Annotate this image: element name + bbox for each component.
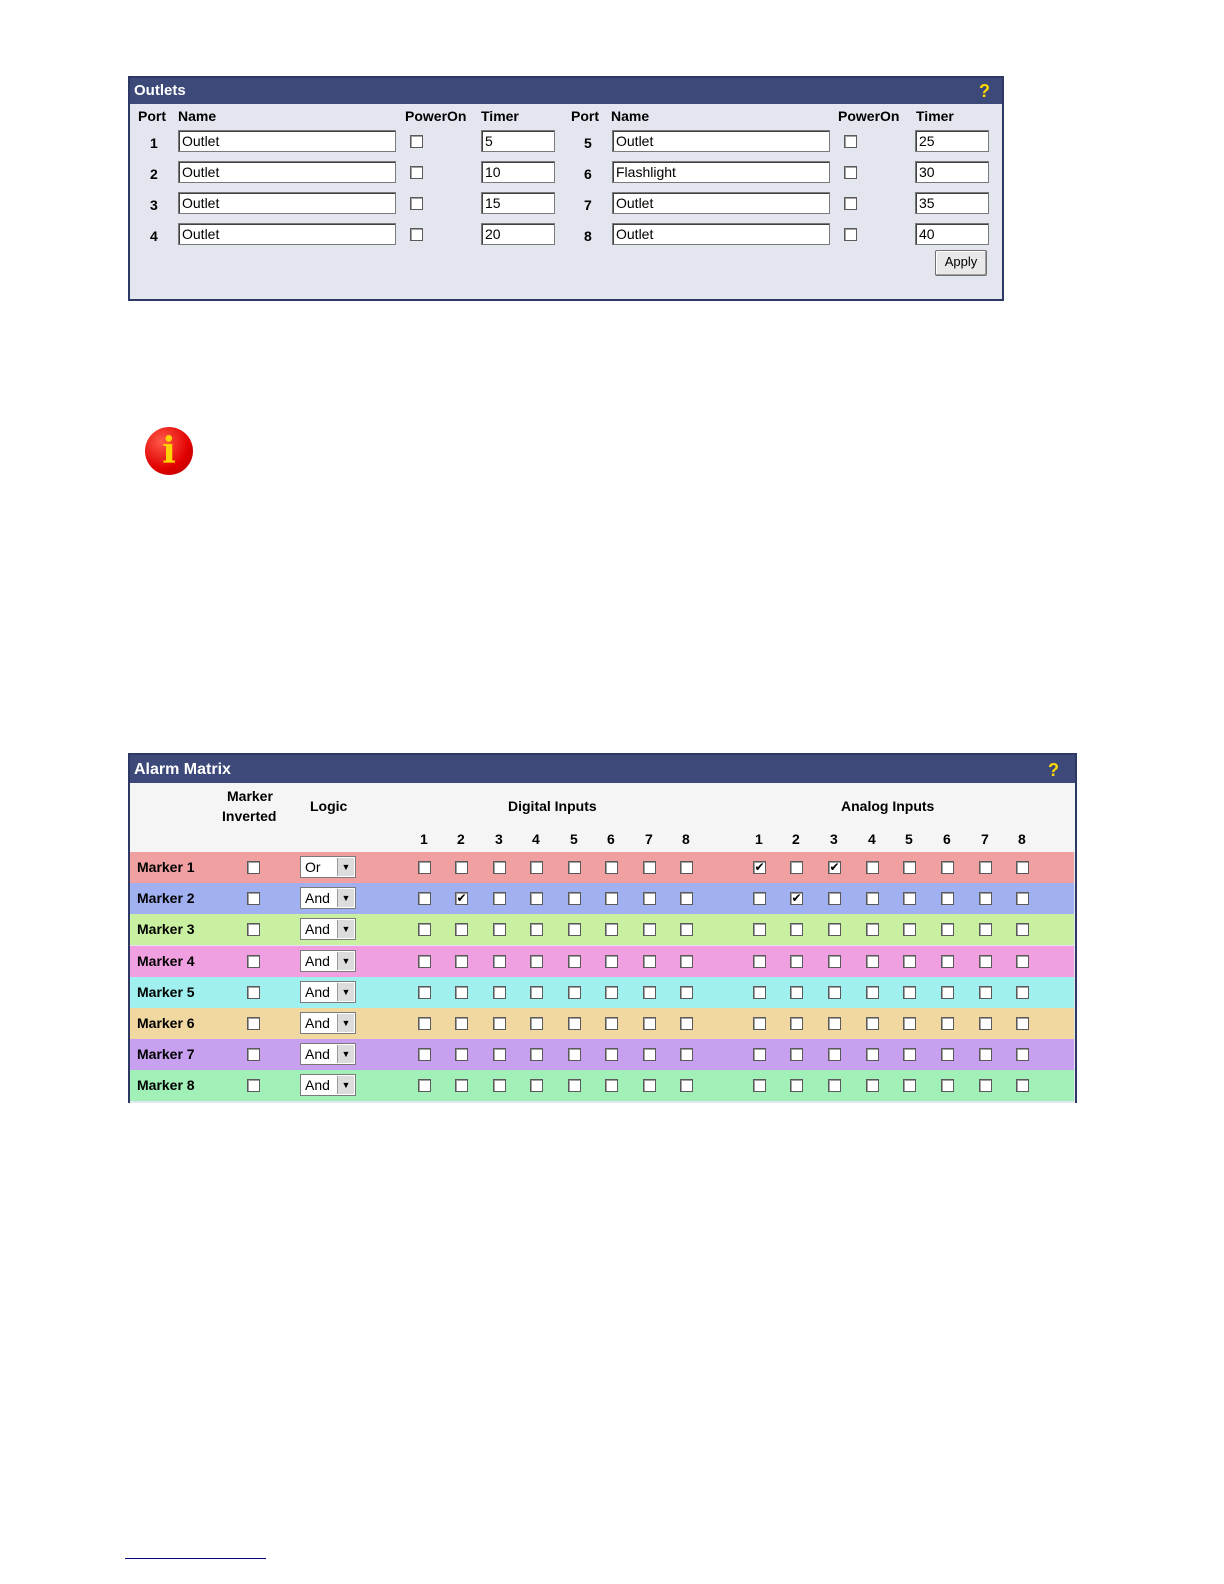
analog-input-checkbox[interactable] bbox=[866, 892, 879, 905]
analog-input-checkbox[interactable] bbox=[941, 861, 954, 874]
analog-input-checkbox[interactable] bbox=[1016, 1048, 1029, 1061]
digital-input-checkbox[interactable] bbox=[418, 986, 431, 999]
outlet-port-number: 8 bbox=[584, 228, 592, 244]
digital-input-checkbox[interactable] bbox=[493, 1079, 506, 1092]
analog-input-checkbox[interactable] bbox=[1016, 955, 1029, 968]
digital-input-number: 8 bbox=[682, 831, 690, 847]
analog-input-checkbox[interactable] bbox=[1016, 861, 1029, 874]
digital-input-checkbox[interactable] bbox=[455, 1048, 468, 1061]
marker-row bbox=[130, 946, 1074, 977]
chevron-down-icon[interactable]: ▼ bbox=[337, 1014, 354, 1032]
chevron-down-icon[interactable]: ▼ bbox=[337, 983, 354, 1001]
outlet-port-number: 5 bbox=[584, 135, 592, 151]
marker-inverted-checkbox[interactable] bbox=[247, 1079, 260, 1092]
outlet-poweron-checkbox[interactable] bbox=[844, 135, 857, 148]
digital-input-checkbox[interactable] bbox=[568, 1079, 581, 1092]
digital-input-checkbox[interactable] bbox=[680, 1017, 693, 1030]
logic-select[interactable] bbox=[300, 856, 356, 878]
outlet-poweron-checkbox[interactable] bbox=[410, 166, 423, 179]
digital-input-checkbox[interactable] bbox=[455, 861, 468, 874]
analog-input-number: 6 bbox=[943, 831, 951, 847]
digital-input-checkbox[interactable] bbox=[605, 892, 618, 905]
outlet-name-input[interactable]: Outlet bbox=[612, 130, 830, 152]
analog-input-checkbox[interactable] bbox=[979, 892, 992, 905]
outlet-timer-input[interactable]: 20 bbox=[481, 223, 555, 245]
digital-input-checkbox[interactable] bbox=[605, 923, 618, 936]
marker-inverted-checkbox[interactable] bbox=[247, 955, 260, 968]
digital-input-checkbox[interactable] bbox=[530, 892, 543, 905]
outlet-poweron-checkbox[interactable] bbox=[410, 135, 423, 148]
digital-input-checkbox[interactable] bbox=[493, 861, 506, 874]
digital-input-checkbox[interactable] bbox=[493, 1048, 506, 1061]
footnote-separator bbox=[125, 1558, 266, 1559]
logic-select[interactable] bbox=[300, 918, 356, 940]
info-glyph: i bbox=[162, 430, 176, 472]
analog-input-checkbox[interactable] bbox=[790, 1017, 803, 1030]
digital-input-checkbox[interactable] bbox=[418, 1079, 431, 1092]
marker-row bbox=[130, 1070, 1074, 1101]
chevron-down-icon[interactable]: ▼ bbox=[337, 952, 354, 970]
analog-input-checkbox[interactable] bbox=[753, 1048, 766, 1061]
marker-inverted-checkbox[interactable] bbox=[247, 986, 260, 999]
chevron-down-icon[interactable]: ▼ bbox=[337, 889, 354, 907]
digital-input-checkbox[interactable] bbox=[568, 986, 581, 999]
digital-input-checkbox[interactable] bbox=[680, 986, 693, 999]
analog-input-checkbox[interactable] bbox=[753, 1079, 766, 1092]
analog-input-checkbox[interactable] bbox=[790, 923, 803, 936]
digital-input-number: 6 bbox=[607, 831, 615, 847]
digital-input-checkbox[interactable] bbox=[680, 923, 693, 936]
outlet-name-input[interactable]: Outlet bbox=[612, 192, 830, 214]
digital-input-checkbox[interactable] bbox=[530, 1079, 543, 1092]
analog-input-checkbox[interactable] bbox=[903, 892, 916, 905]
analog-input-checkbox[interactable] bbox=[1016, 986, 1029, 999]
header-port-left: Port bbox=[138, 108, 166, 124]
analog-input-checkbox[interactable] bbox=[828, 955, 841, 968]
marker-row bbox=[130, 977, 1074, 1008]
header-name-left: Name bbox=[178, 108, 217, 124]
outlets-help-icon[interactable]: ? bbox=[979, 81, 990, 101]
analog-input-checkbox[interactable] bbox=[903, 1048, 916, 1061]
analog-input-checkbox[interactable] bbox=[979, 1079, 992, 1092]
analog-input-checkbox[interactable] bbox=[753, 923, 766, 936]
digital-input-checkbox[interactable] bbox=[605, 1079, 618, 1092]
logic-select-value: And bbox=[305, 983, 330, 1000]
analog-input-checkbox[interactable] bbox=[753, 1017, 766, 1030]
header-digital-inputs: Digital Inputs bbox=[508, 798, 597, 814]
digital-input-number: 4 bbox=[532, 831, 540, 847]
digital-input-checkbox[interactable] bbox=[643, 955, 656, 968]
alarm-matrix-title-bar bbox=[130, 755, 1075, 783]
marker-inverted-checkbox[interactable] bbox=[247, 923, 260, 936]
marker-label: Marker 3 bbox=[137, 921, 195, 938]
digital-input-checkbox[interactable] bbox=[418, 1048, 431, 1061]
marker-label: Marker 4 bbox=[137, 952, 195, 969]
analog-input-checkbox[interactable] bbox=[866, 1079, 879, 1092]
analog-input-number: 7 bbox=[981, 831, 989, 847]
header-logic: Logic bbox=[310, 798, 348, 814]
outlet-name-input[interactable]: Flashlight bbox=[612, 161, 830, 183]
alarm-matrix-panel bbox=[128, 753, 1077, 1103]
analog-input-checkbox[interactable] bbox=[753, 955, 766, 968]
digital-input-checkbox[interactable] bbox=[680, 1079, 693, 1092]
chevron-down-icon[interactable]: ▼ bbox=[337, 920, 354, 938]
analog-input-checkbox[interactable] bbox=[941, 955, 954, 968]
outlet-poweron-checkbox[interactable] bbox=[844, 197, 857, 210]
outlet-port-number: 2 bbox=[150, 166, 158, 182]
logic-select[interactable] bbox=[300, 981, 356, 1003]
marker-label: Marker 5 bbox=[137, 983, 195, 1000]
analog-input-checkbox[interactable] bbox=[1016, 892, 1029, 905]
digital-input-checkbox[interactable] bbox=[568, 923, 581, 936]
digital-input-checkbox[interactable] bbox=[643, 1079, 656, 1092]
digital-input-number: 1 bbox=[420, 831, 428, 847]
digital-input-checkbox[interactable] bbox=[680, 1048, 693, 1061]
analog-input-checkbox[interactable] bbox=[903, 1079, 916, 1092]
analog-input-checkbox[interactable] bbox=[941, 986, 954, 999]
digital-input-checkbox[interactable] bbox=[530, 861, 543, 874]
marker-row bbox=[130, 852, 1074, 883]
logic-select[interactable] bbox=[300, 1074, 356, 1096]
analog-input-checkbox[interactable] bbox=[1016, 1079, 1029, 1092]
marker-row bbox=[130, 883, 1074, 914]
digital-input-checkbox[interactable] bbox=[418, 955, 431, 968]
analog-input-checkbox[interactable] bbox=[866, 986, 879, 999]
chevron-down-icon[interactable]: ▼ bbox=[337, 1076, 354, 1094]
logic-select-value: Or bbox=[305, 859, 321, 875]
digital-input-checkbox[interactable] bbox=[493, 1017, 506, 1030]
digital-input-checkbox[interactable] bbox=[680, 955, 693, 968]
marker-inverted-checkbox[interactable] bbox=[247, 1017, 260, 1030]
digital-input-checkbox[interactable] bbox=[418, 1017, 431, 1030]
analog-input-checkbox[interactable] bbox=[866, 861, 879, 874]
analog-input-checkbox[interactable] bbox=[828, 1048, 841, 1061]
analog-input-checkbox[interactable] bbox=[941, 1079, 954, 1092]
outlet-port-number: 1 bbox=[150, 135, 158, 151]
digital-input-checkbox[interactable] bbox=[530, 986, 543, 999]
digital-input-checkbox[interactable] bbox=[680, 861, 693, 874]
digital-input-checkbox[interactable] bbox=[605, 861, 618, 874]
digital-input-checkbox[interactable] bbox=[455, 986, 468, 999]
outlet-name-input[interactable]: Outlet bbox=[178, 161, 396, 183]
header-poweron-right: PowerOn bbox=[838, 108, 900, 124]
outlet-poweron-checkbox[interactable] bbox=[410, 228, 423, 241]
analog-input-number: 5 bbox=[905, 831, 913, 847]
outlets-title: Outlets bbox=[134, 82, 186, 99]
alarm-matrix-help-icon[interactable]: ? bbox=[1048, 760, 1059, 780]
marker-row bbox=[130, 1039, 1074, 1070]
outlets-title-bar bbox=[130, 78, 1002, 104]
digital-input-checkbox[interactable] bbox=[455, 1079, 468, 1092]
digital-input-checkbox[interactable] bbox=[605, 1048, 618, 1061]
digital-input-checkbox[interactable] bbox=[568, 892, 581, 905]
outlet-timer-input[interactable]: 10 bbox=[481, 161, 555, 183]
analog-input-checkbox[interactable] bbox=[753, 892, 766, 905]
analog-input-checkbox[interactable] bbox=[979, 986, 992, 999]
alarm-matrix-title: Alarm Matrix bbox=[134, 761, 231, 778]
analog-input-checkbox[interactable] bbox=[866, 1048, 879, 1061]
digital-input-checkbox[interactable] bbox=[643, 986, 656, 999]
marker-row bbox=[130, 1008, 1074, 1039]
digital-input-checkbox[interactable] bbox=[568, 1048, 581, 1061]
analog-input-checkbox[interactable] bbox=[903, 986, 916, 999]
header-timer-right: Timer bbox=[916, 108, 954, 124]
outlet-port-number: 3 bbox=[150, 197, 158, 213]
outlet-poweron-checkbox[interactable] bbox=[844, 166, 857, 179]
analog-input-checkbox[interactable] bbox=[903, 923, 916, 936]
digital-input-checkbox[interactable] bbox=[568, 1017, 581, 1030]
analog-input-checkbox[interactable] bbox=[828, 986, 841, 999]
marker-inverted-checkbox[interactable] bbox=[247, 1048, 260, 1061]
logic-select-value: And bbox=[305, 1077, 330, 1094]
digital-input-checkbox[interactable] bbox=[493, 923, 506, 936]
analog-input-checkbox[interactable] bbox=[903, 955, 916, 968]
digital-input-number: 5 bbox=[570, 831, 578, 847]
outlet-port-number: 7 bbox=[584, 197, 592, 213]
analog-input-checkbox[interactable] bbox=[979, 861, 992, 874]
outlet-name-input[interactable]: Outlet bbox=[178, 130, 396, 152]
analog-input-checkbox[interactable] bbox=[790, 1079, 803, 1092]
marker-row bbox=[130, 914, 1074, 945]
header-poweron-left: PowerOn bbox=[405, 108, 467, 124]
outlet-name-input[interactable]: Outlet bbox=[178, 192, 396, 214]
analog-input-checkbox[interactable] bbox=[979, 1017, 992, 1030]
logic-select-value: And bbox=[305, 921, 330, 938]
digital-input-checkbox[interactable]: ✔ bbox=[456, 891, 467, 906]
analog-input-number: 8 bbox=[1018, 831, 1026, 847]
analog-input-checkbox[interactable] bbox=[828, 1079, 841, 1092]
digital-input-checkbox[interactable] bbox=[643, 1017, 656, 1030]
chevron-down-icon[interactable]: ▼ bbox=[337, 1045, 354, 1063]
analog-input-number: 2 bbox=[792, 831, 800, 847]
digital-input-checkbox[interactable] bbox=[680, 892, 693, 905]
analog-input-checkbox[interactable] bbox=[941, 923, 954, 936]
analog-input-checkbox[interactable] bbox=[828, 892, 841, 905]
analog-input-checkbox[interactable] bbox=[979, 923, 992, 936]
logic-select-value: And bbox=[305, 1046, 330, 1063]
matrix-header bbox=[130, 783, 1075, 853]
outlet-poweron-checkbox[interactable] bbox=[410, 197, 423, 210]
analog-input-checkbox[interactable] bbox=[1016, 923, 1029, 936]
digital-input-checkbox[interactable] bbox=[530, 1048, 543, 1061]
digital-input-number: 3 bbox=[495, 831, 503, 847]
digital-input-checkbox[interactable] bbox=[418, 892, 431, 905]
header-marker: Marker bbox=[227, 788, 273, 804]
outlet-timer-input[interactable]: 25 bbox=[915, 130, 989, 152]
analog-input-checkbox[interactable] bbox=[1016, 1017, 1029, 1030]
analog-input-checkbox[interactable] bbox=[941, 1048, 954, 1061]
analog-input-checkbox[interactable] bbox=[979, 955, 992, 968]
logic-select[interactable] bbox=[300, 887, 356, 909]
analog-input-checkbox[interactable] bbox=[790, 861, 803, 874]
digital-input-checkbox[interactable] bbox=[493, 986, 506, 999]
outlet-name-input[interactable]: Outlet bbox=[612, 223, 830, 245]
analog-input-number: 3 bbox=[830, 831, 838, 847]
outlet-timer-input[interactable]: 30 bbox=[915, 161, 989, 183]
digital-input-checkbox[interactable] bbox=[530, 1017, 543, 1030]
digital-input-checkbox[interactable] bbox=[643, 892, 656, 905]
marker-label: Marker 6 bbox=[137, 1015, 195, 1031]
outlet-poweron-checkbox[interactable] bbox=[844, 228, 857, 241]
logic-select-value: And bbox=[305, 1015, 330, 1031]
outlet-timer-input[interactable]: 15 bbox=[481, 192, 555, 214]
analog-input-checkbox[interactable] bbox=[790, 1048, 803, 1061]
logic-select[interactable] bbox=[300, 950, 356, 972]
analog-input-checkbox[interactable] bbox=[903, 861, 916, 874]
analog-input-checkbox[interactable] bbox=[790, 986, 803, 999]
analog-input-checkbox[interactable] bbox=[903, 1017, 916, 1030]
digital-input-checkbox[interactable] bbox=[568, 861, 581, 874]
analog-input-checkbox[interactable]: ✔ bbox=[791, 891, 802, 906]
header-analog-inputs: Analog Inputs bbox=[841, 798, 935, 814]
info-icon bbox=[145, 427, 193, 475]
digital-input-checkbox[interactable] bbox=[605, 1017, 618, 1030]
outlet-timer-input[interactable]: 35 bbox=[915, 192, 989, 214]
header-port-right: Port bbox=[571, 108, 599, 124]
digital-input-checkbox[interactable] bbox=[530, 955, 543, 968]
digital-input-number: 2 bbox=[457, 831, 465, 847]
marker-label: Marker 8 bbox=[137, 1077, 195, 1094]
analog-input-checkbox[interactable] bbox=[941, 1017, 954, 1030]
analog-input-checkbox[interactable] bbox=[828, 1017, 841, 1030]
apply-button[interactable]: Apply bbox=[935, 250, 987, 276]
analog-input-checkbox[interactable]: ✔ bbox=[829, 860, 840, 874]
digital-input-checkbox[interactable] bbox=[643, 923, 656, 936]
digital-input-checkbox[interactable] bbox=[455, 1017, 468, 1030]
header-timer-left: Timer bbox=[481, 108, 519, 124]
digital-input-checkbox[interactable] bbox=[643, 1048, 656, 1061]
analog-input-number: 1 bbox=[755, 831, 763, 847]
outlet-timer-input[interactable]: 5 bbox=[481, 130, 555, 152]
outlet-port-number: 6 bbox=[584, 166, 592, 182]
header-name-right: Name bbox=[611, 108, 650, 124]
outlet-port-number: 4 bbox=[150, 228, 158, 244]
analog-input-checkbox[interactable] bbox=[790, 955, 803, 968]
digital-input-checkbox[interactable] bbox=[455, 955, 468, 968]
digital-input-checkbox[interactable] bbox=[418, 923, 431, 936]
chevron-down-icon[interactable]: ▼ bbox=[337, 858, 354, 876]
logic-select[interactable] bbox=[300, 1012, 356, 1034]
outlet-name-input[interactable]: Outlet bbox=[178, 223, 396, 245]
header-inverted: Inverted bbox=[222, 808, 277, 824]
analog-input-checkbox[interactable] bbox=[753, 986, 766, 999]
digital-input-number: 7 bbox=[645, 831, 653, 847]
marker-inverted-checkbox[interactable] bbox=[247, 892, 260, 905]
analog-input-checkbox[interactable] bbox=[866, 1017, 879, 1030]
analog-input-number: 4 bbox=[868, 831, 876, 847]
analog-input-checkbox[interactable]: ✔ bbox=[754, 860, 765, 874]
analog-input-checkbox[interactable] bbox=[941, 892, 954, 905]
digital-input-checkbox[interactable] bbox=[530, 923, 543, 936]
analog-input-checkbox[interactable] bbox=[866, 923, 879, 936]
digital-input-checkbox[interactable] bbox=[493, 955, 506, 968]
digital-input-checkbox[interactable] bbox=[418, 861, 431, 874]
analog-input-checkbox[interactable] bbox=[979, 1048, 992, 1061]
logic-select-value: And bbox=[305, 952, 330, 969]
digital-input-checkbox[interactable] bbox=[568, 955, 581, 968]
digital-input-checkbox[interactable] bbox=[493, 892, 506, 905]
analog-input-checkbox[interactable] bbox=[828, 923, 841, 936]
marker-label: Marker 2 bbox=[137, 890, 195, 907]
digital-input-checkbox[interactable] bbox=[605, 986, 618, 999]
marker-inverted-checkbox[interactable] bbox=[247, 861, 260, 874]
digital-input-checkbox[interactable] bbox=[605, 955, 618, 968]
digital-input-checkbox[interactable] bbox=[643, 861, 656, 874]
logic-select-value: And bbox=[305, 890, 330, 907]
logic-select[interactable] bbox=[300, 1043, 356, 1065]
marker-label: Marker 7 bbox=[137, 1046, 195, 1063]
marker-label: Marker 1 bbox=[137, 859, 195, 875]
outlet-timer-input[interactable]: 40 bbox=[915, 223, 989, 245]
outlets-panel bbox=[128, 76, 1004, 301]
digital-input-checkbox[interactable] bbox=[455, 923, 468, 936]
analog-input-checkbox[interactable] bbox=[866, 955, 879, 968]
